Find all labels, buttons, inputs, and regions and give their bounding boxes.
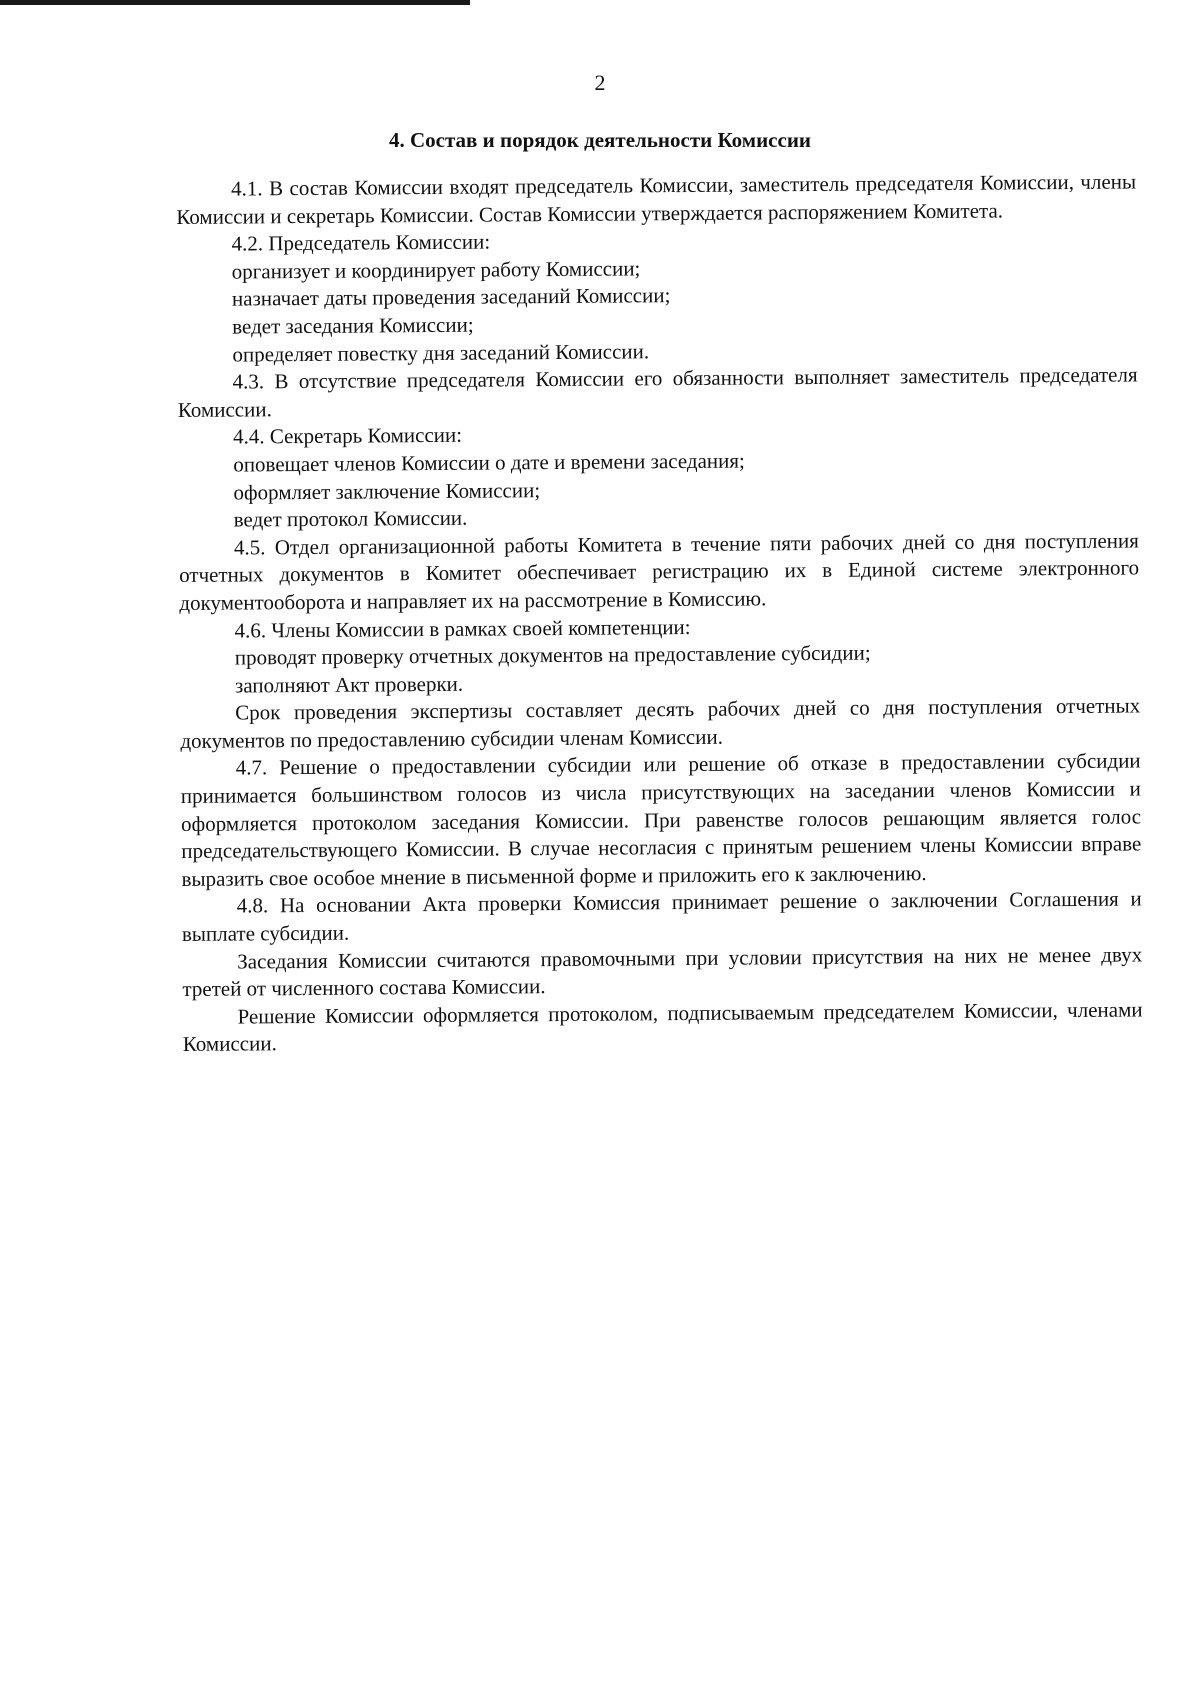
list-item: заполняют Акт проверки. [234, 671, 464, 698]
section-heading: 4. Состав и порядок деятельности Комиссии [388, 128, 812, 152]
paragraph: 4.3. В отсутствие председателя Комиссии его обязанности выполняет заместитель председателя Комиссии. [177, 362, 1138, 422]
list-item: оформляет заключение Комиссии; [233, 477, 541, 505]
paragraph: 4.5. Отдел организационной работы Комитета в течение пяти рабочих дней со дня поступления отчетных документов в Комитет обеспечивает регистрацию их в Единой системе электронного документооборота и направляет их на рассмотрение в Комиссию. [179, 528, 1140, 615]
list-item: 4.4. Секретарь Комиссии: [232, 423, 463, 449]
list-item: оповещает членов Комиссии о дате и времени заседания; [233, 448, 745, 477]
paragraph: 4.1. В состав Комиссии входят председатель Комиссии, заместитель председателя Комиссии, члены Комиссии и секретарь Комиссии. Состав Комиссии утверждается распоряжением Комитета. [176, 169, 1137, 229]
list-item: назначает даты проведения заседаний Комиссии; [231, 283, 671, 311]
paragraph: 4.8. На основании Акта проверки Комиссия принимает решение о заключении Соглашения и выплате субсидии. [181, 886, 1142, 947]
scan-edge-mark [0, 0, 470, 5]
list-item: ведет заседания Комиссии; [232, 312, 474, 339]
document-body [176, 168, 1143, 1059]
list-item: организует и координирует работу Комиссии; [231, 256, 641, 284]
paragraph: Решение Комиссии оформляется протоколом, подписываемым председателем Комиссии, членами Комиссии. [182, 997, 1143, 1057]
page-number: 2 [594, 70, 606, 95]
list-item: определяет повестку дня заседаний Комиссии. [232, 338, 650, 367]
list-item: ведет протокол Комиссии. [233, 505, 468, 532]
paragraph: Заседания Комиссии считаются правомочными при условии присутствия на них не менее двух третей от численного состава Комиссии. [182, 942, 1143, 1002]
list-item: проводят проверку отчетных документов на предоставление субсидии; [234, 640, 871, 670]
list-item: 4.2. Председатель Комиссии: [231, 229, 491, 256]
paragraph: 4.7. Решение о предоставлении субсидии или решение об отказе в предоставлении субсидии принимается большинством голосов из числа присутствующих на заседании членов Комиссии и оформляется протоколом заседания Комиссии. При равенстве голосов решающим является голос председательствующего Комиссии. В случае несогласия с принятым решением члены Комиссии вправе выразить свое особое мнение в письменной форме и приложить его к заключению. [180, 748, 1142, 891]
list-item: 4.6. Члены Комиссии в рамках своей компетенции: [234, 614, 691, 643]
paragraph: Срок проведения экспертизы составляет десять рабочих дней со дня поступления отчетных документов по предоставлению субсидии членам Комиссии. [180, 693, 1141, 753]
